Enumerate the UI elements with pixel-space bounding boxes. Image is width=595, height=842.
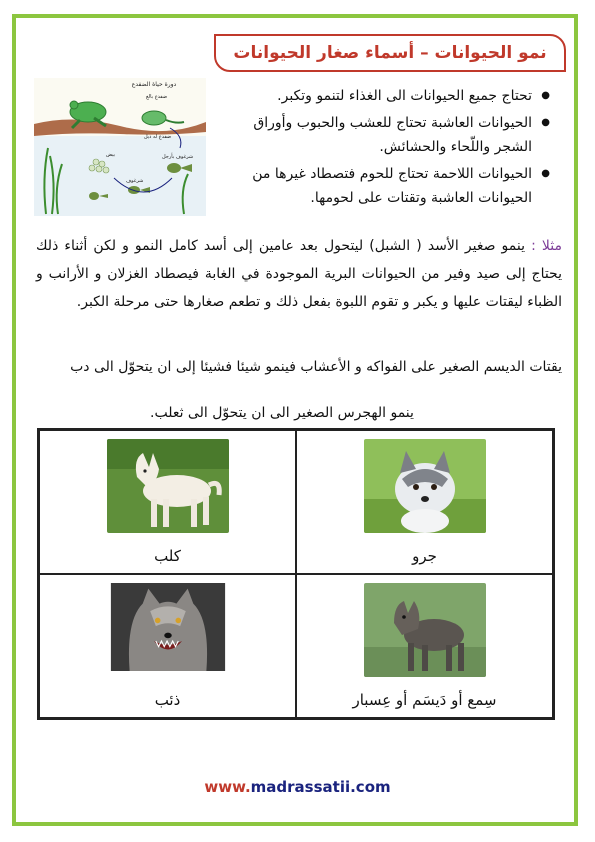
table-cell [39,574,296,718]
animal-name-label: سِمع أو دَيسَم أو عِسبار [352,691,497,709]
list-item: ● الحيوانات العاشبة تحتاج للعشب والحبوب وأوراق الشجر واللّحاء والحشائش. [220,111,550,159]
wolf-photo [94,583,242,671]
table-cell [296,430,553,574]
diagram-label: شرغوف [126,178,144,184]
animal-name-label: جرو [412,547,437,565]
diagram-label: شرغوف بأرجل [162,154,194,160]
animal-names-table [37,428,555,720]
table-cell [39,430,296,574]
example-label: مثلا : [531,238,562,254]
list-item: ● الحيوانات اللاحمة تحتاج للحوم فتصطاد غيرها من الحيوانات العاشبة وتقتات على لحومها. [220,162,550,210]
dog-photo [107,439,229,533]
example-text: ينمو صغير الأسد ( الشبل) ليتحول بعد عامين إلى أسد كامل النمو و لكن أثناء ذلك يحتاج إلى صيد وفير من الحيوانات البرية الموجودة في الغابة فيصطاد الغزلان و الأرانب و الظباء ليقتات عليها و يكبر و تقوم اللبوة بفعل ذلك و تطعم صغارها حتى مرحلة الكبر. [36,238,562,310]
website-name: madrassatii.com [250,778,391,796]
table-cell [296,574,553,718]
diagram-label: ضفدع بالغ [146,94,168,100]
animal-name-label: كلب [154,547,181,565]
list-item: ● تحتاج جميع الحيوانات الى الغذاء لتنمو وتكبر. [220,84,550,108]
wolf-cub-photo [364,583,486,677]
page-title: نمو الحيوانات – أسماء صغار الحيوانات [214,34,566,72]
puppy-photo [364,439,486,533]
website-prefix: www. [204,778,251,796]
bear-sentence: يقتات الديسم الصغير على الفواكه و الأعشاب فينمو شيئا فشيئا إلى ان يتحوّل الى دب [70,359,562,375]
diagram-label: ضفدع له ذيل [144,134,172,140]
diagram-label: بيض [106,152,116,158]
facts-list [220,84,550,213]
frog-life-cycle-diagram [34,78,206,216]
example-paragraph [36,232,562,316]
fox-sentence: ينمو الهجرس الصغير الى ان يتحوّل الى ثعلب. [150,405,414,421]
website-footer[interactable] [0,778,595,796]
diagram-heading: دورة حياة الضفدع [131,81,177,88]
animal-name-label: ذئب [154,691,181,709]
